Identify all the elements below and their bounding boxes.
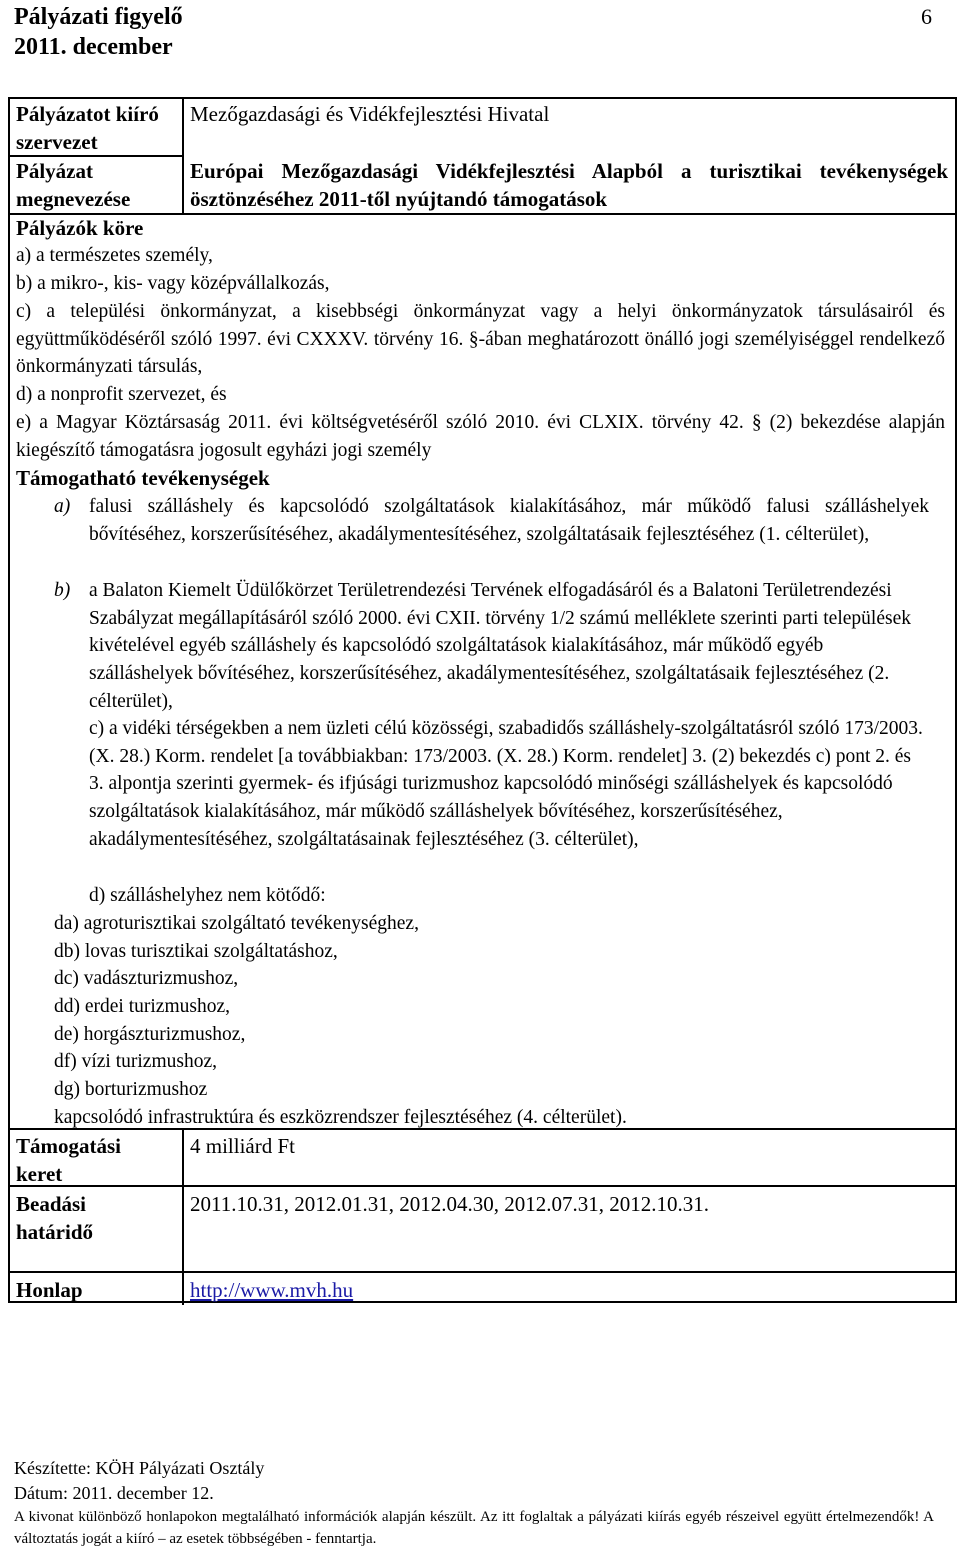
activity-d-subitem: db) lovas turisztikai szolgáltatáshoz, [54, 941, 338, 962]
website-link[interactable]: http://www.mvh.hu [190, 1278, 354, 1302]
tender-name-label: Pályázat megnevezése [16, 159, 131, 211]
issuer-value: Mezőgazdasági és Vidékfejlesztési Hivatal [190, 102, 550, 126]
footer-author: Készítette: KÖH Pályázati Osztály [14, 1458, 265, 1478]
activities-label: Támogatható tevékenységek [16, 466, 270, 490]
applicant-d: d) a nonprofit szervezet, és [16, 384, 227, 405]
activity-a-marker: a) [54, 496, 71, 517]
activity-d-subitem: df) vízi turizmushoz, [54, 1051, 217, 1072]
applicant-e: e) a Magyar Köztársaság 2011. évi költségvetéséről szóló 2010. évi CLXIX. törvény 42. § (2) bekezdése alapján kiegészítő támogatásra jogosult egyházi jogi személy [16, 412, 945, 461]
footer-disclaimer: A kivonat különböző honlapokon megtalálható információk alapján készült. Az itt foglaltak a pályázati kiírás egyéb részeivel együtt értelmezendők! A változtatás jogát a kiíró – az esetek többségében - fenntartja. [14, 1509, 934, 1547]
activity-d-subitem: dc) vadászturizmushoz, [54, 968, 239, 989]
page-number: 6 [921, 4, 932, 29]
budget-label: Támogatási keret [16, 1134, 121, 1186]
row1-divider-vertical [182, 99, 184, 215]
header-date: 2011. december [14, 34, 173, 60]
activity-a-text: falusi szálláshely és kapcsolódó szolgáltatások kialakításához, már működő falusi szálláshelyek bővítéséhez, korszerűsítéséhez, akadálymentesítéséhez, szolgáltatásaik fejlesztéséhez (1. célterület), [89, 496, 929, 545]
activity-d-subitem: dg) borturizmushoz [54, 1079, 208, 1100]
budget-value: 4 milliárd Ft [190, 1134, 295, 1158]
row4-divider-vertical [182, 1128, 184, 1305]
deadline-value: 2011.10.31, 2012.01.31, 2012.04.30, 2012.07.31, 2012.10.31. [190, 1192, 709, 1216]
activity-c-text: c) a vidéki térségekben a nem üzleti célú közösségi, szabadidős szálláshely-szolgáltatásról szóló 173/2003. (X. 28.) Korm. rendelet [a továbbiakban: 173/2003. (X. 28.) Korm. rendelet] 3. (2) bekezdés c) pont 2. és 3. alpontja szerinti gyermek- és ifjúsági turizmushoz kapcsolódó minőségi szálláshelyek és kapcsolódó szolgáltatások kialakításához, már működő szálláshelyek bővítéséhez, korszerűsítéséhez, akadálymentesítéséhez, szolgáltatásainak fejlesztéséhez (3. célterület), [89, 718, 923, 850]
row-divider-2 [10, 213, 955, 215]
footer-date: Dátum: 2011. december 12. [14, 1483, 214, 1503]
applicant-a: a) a természetes személy, [16, 245, 213, 266]
tender-name-value: Európai Mezőgazdasági Vidékfejlesztési Alapból a turisztikai tevékenységek ösztönzéséhez 2011-től nyújtandó támogatások [190, 159, 948, 211]
deadline-label: Beadási határidő [16, 1192, 94, 1244]
header-title: Pályázati figyelő [14, 4, 183, 30]
activity-b-text: a Balaton Kiemelt Üdülőkörzet Területrendezési Tervének elfogadásáról és a Balatoni Területrendezési Szabályzat megállapításáról szóló 2000. évi CXII. törvény 1/2 számú melléklete szerinti parti települések kivételével egyéb szálláshely és kapcsolódó szolgáltatások kialakításához, már működő egyéb szálláshelyek bővítéséhez, korszerűsítéséhez, akadálymentesítéséhez, szolgáltatásaik fejlesztéséhez (2. célterület), [89, 580, 911, 712]
applicants-label: Pályázók köre [16, 216, 144, 240]
row-divider-5 [10, 1271, 955, 1273]
activity-d-subitem: dd) erdei turizmushoz, [54, 996, 230, 1017]
activity-d-text: d) szálláshelyhez nem kötődő: [89, 885, 326, 906]
activity-d-subitem: da) agroturisztikai szolgáltató tevékenységhez, [54, 913, 419, 934]
website-label: Honlap [16, 1278, 83, 1302]
activity-d-subitem: de) horgászturizmushoz, [54, 1024, 246, 1045]
activity-b-marker: b) [54, 580, 71, 601]
activity-d-closing: kapcsolódó infrastruktúra és eszközrendszer fejlesztéséhez (4. célterület). [54, 1107, 627, 1128]
tender-table [8, 97, 957, 1303]
applicant-b: b) a mikro-, kis- vagy középvállalkozás, [16, 273, 330, 294]
applicant-c: c) a települési önkormányzat, a kisebbségi önkormányzat vagy a helyi önkormányzatok társulásairól és együttműködéséről szóló 1997. évi CXXXV. törvény 16. §-ában meghatározott önálló jogi személyiséggel rendelkező önkormányzati társulás, [16, 301, 945, 378]
issuer-label: Pályázatot kiíró szervezet [16, 102, 159, 154]
